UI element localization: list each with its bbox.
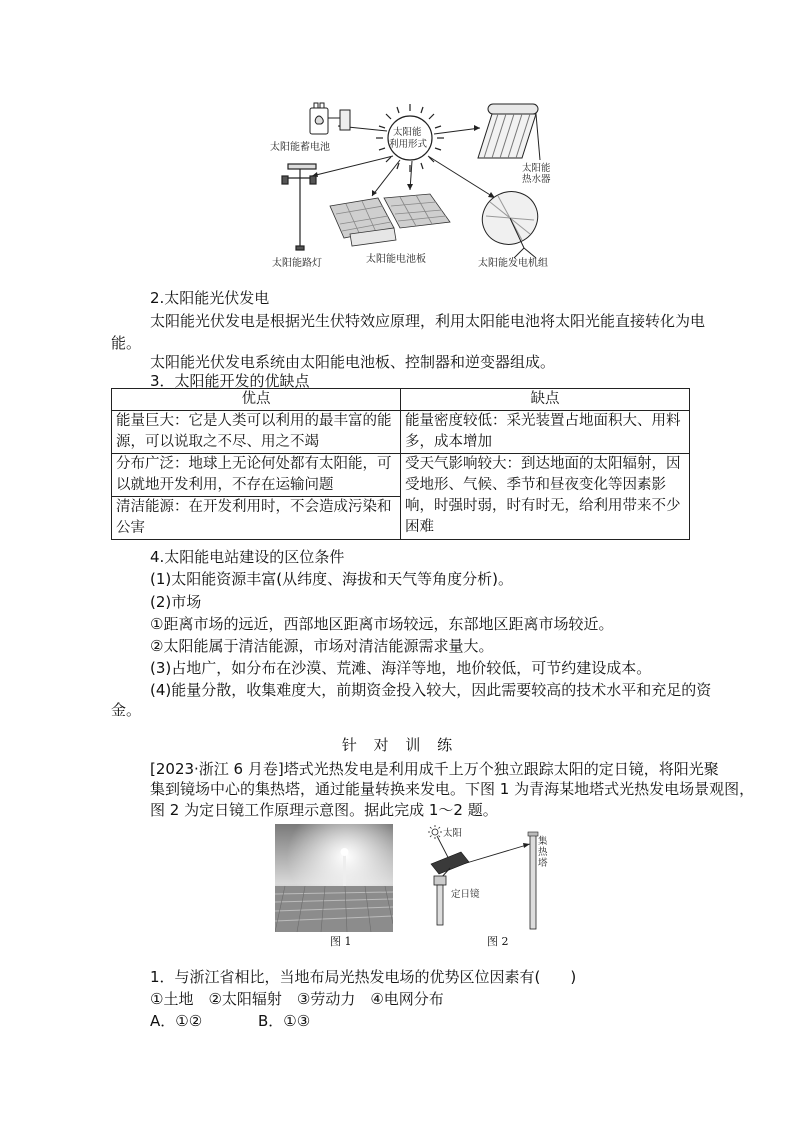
section4-item: (2)市场 xyxy=(150,593,202,611)
figure2-diagram xyxy=(425,822,550,932)
section4-item: (1)太阳能资源丰富(从纬度、海拔和天气等角度分析)。 xyxy=(150,570,513,588)
figure2-mirror-label: 定日镜 xyxy=(451,889,480,900)
section4-item: ①距离市场的远近，西部地区距离市场较远，东部地区距离市场较近。 xyxy=(150,615,614,633)
diagram-generator-label: 太阳能发电机组 xyxy=(478,258,548,269)
diagram-streetlight-label: 太阳能路灯 xyxy=(272,258,322,269)
streetlight-icon xyxy=(282,164,316,250)
figure2-tower-label: 集热塔 xyxy=(538,836,548,869)
practice-title: 针 对 训 练 xyxy=(341,736,459,754)
cons-column-header: 缺点 xyxy=(401,389,690,411)
diagram-heater-label-1: 太阳能 xyxy=(522,163,551,174)
choice-b: B．①③ xyxy=(258,1012,311,1030)
diagram-center-label-1: 太阳能 xyxy=(393,127,422,138)
practice-intro-line3: 图 2 为定日镜工作原理示意图。据此完成 1～2 题。 xyxy=(150,801,498,819)
battery-icon xyxy=(310,103,350,134)
section2-para1-line1: 太阳能光伏发电是根据光生伏特效应原理，利用太阳能电池将太阳光能直接转化为电 xyxy=(150,312,706,330)
solar-panel-icon xyxy=(330,194,450,246)
cons-cell: 受天气影响较大：到达地面的太阳辐射，因受地形、气候、季节和昼夜变化等因素影响，时强时弱，时有时无，给利用带来不少困难 xyxy=(401,454,690,540)
practice-intro-line2: 集到镜场中心的集热塔，通过能量转换来发电。下图 1 为青海某地塔式光热发电场景观图， xyxy=(150,780,755,798)
pros-cell: 能量巨大：它是人类可以利用的最丰富的能源，可以说取之不尽、用之不竭 xyxy=(112,411,401,454)
section3-heading: 3．太阳能开发的优缺点 xyxy=(150,372,310,390)
section4-heading: 4.太阳能电站建设的区位条件 xyxy=(150,548,345,566)
pros-column-header: 优点 xyxy=(112,389,401,411)
diagram-battery-label: 太阳能蓄电池 xyxy=(270,142,330,153)
choice-a: A．①② xyxy=(150,1012,203,1030)
section2-para2: 太阳能光伏发电系统由太阳能电池板、控制器和逆变器组成。 xyxy=(150,353,556,371)
figure1-caption: 图 1 xyxy=(330,935,352,948)
cons-cell: 能量密度较低：采光装置占地面积大、用料多，成本增加 xyxy=(401,411,690,454)
question-text: 1．与浙江省相比，当地布局光热发电场的优势区位因素有( ) xyxy=(150,968,577,986)
figure2-sun-label: 太阳 xyxy=(443,828,463,839)
section2-para1-line2: 能。 xyxy=(111,334,142,352)
section4-item: ②太阳能属于清洁能源，市场对清洁能源需求量大。 xyxy=(150,637,494,655)
section2-heading: 2.太阳能光伏发电 xyxy=(150,289,270,307)
section4-item: 金。 xyxy=(111,701,142,719)
pros-cell: 清洁能源：在开发利用时，不会造成污染和公害 xyxy=(112,497,401,540)
water-heater-icon xyxy=(478,104,540,160)
section4-item: (4)能量分散，收集难度大，前期资金投入较大，因此需要较高的技术水平和充足的资 xyxy=(150,681,712,699)
sun-icon xyxy=(428,825,442,839)
figure1-photo-art xyxy=(275,824,393,932)
solar-usage-diagram xyxy=(260,98,560,270)
figure2-caption: 图 2 xyxy=(487,935,509,948)
pros-cell: 分布广泛：地球上无论何处都有太阳能，可以就地开发利用，不存在运输问题 xyxy=(112,454,401,497)
question-options: ①土地 ②太阳辐射 ③劳动力 ④电网分布 xyxy=(150,990,444,1008)
dish-generator-icon xyxy=(474,183,547,258)
diagram-panel-label: 太阳能电池板 xyxy=(366,254,426,265)
section4-item: (3)占地广，如分布在沙漠、荒滩、海洋等地，地价较低，可节约建设成本。 xyxy=(150,659,652,677)
diagram-heater-label-2: 热水器 xyxy=(522,174,551,185)
practice-intro-line1: [2023·浙江 6 月卷]塔式光热发电是利用成千上万个独立跟踪太阳的定日镜，将阳光聚 xyxy=(150,760,719,778)
diagram-center-label-2: 利用形式 xyxy=(389,139,428,150)
pros-cons-table xyxy=(111,388,690,540)
figure1-photo xyxy=(275,824,393,932)
